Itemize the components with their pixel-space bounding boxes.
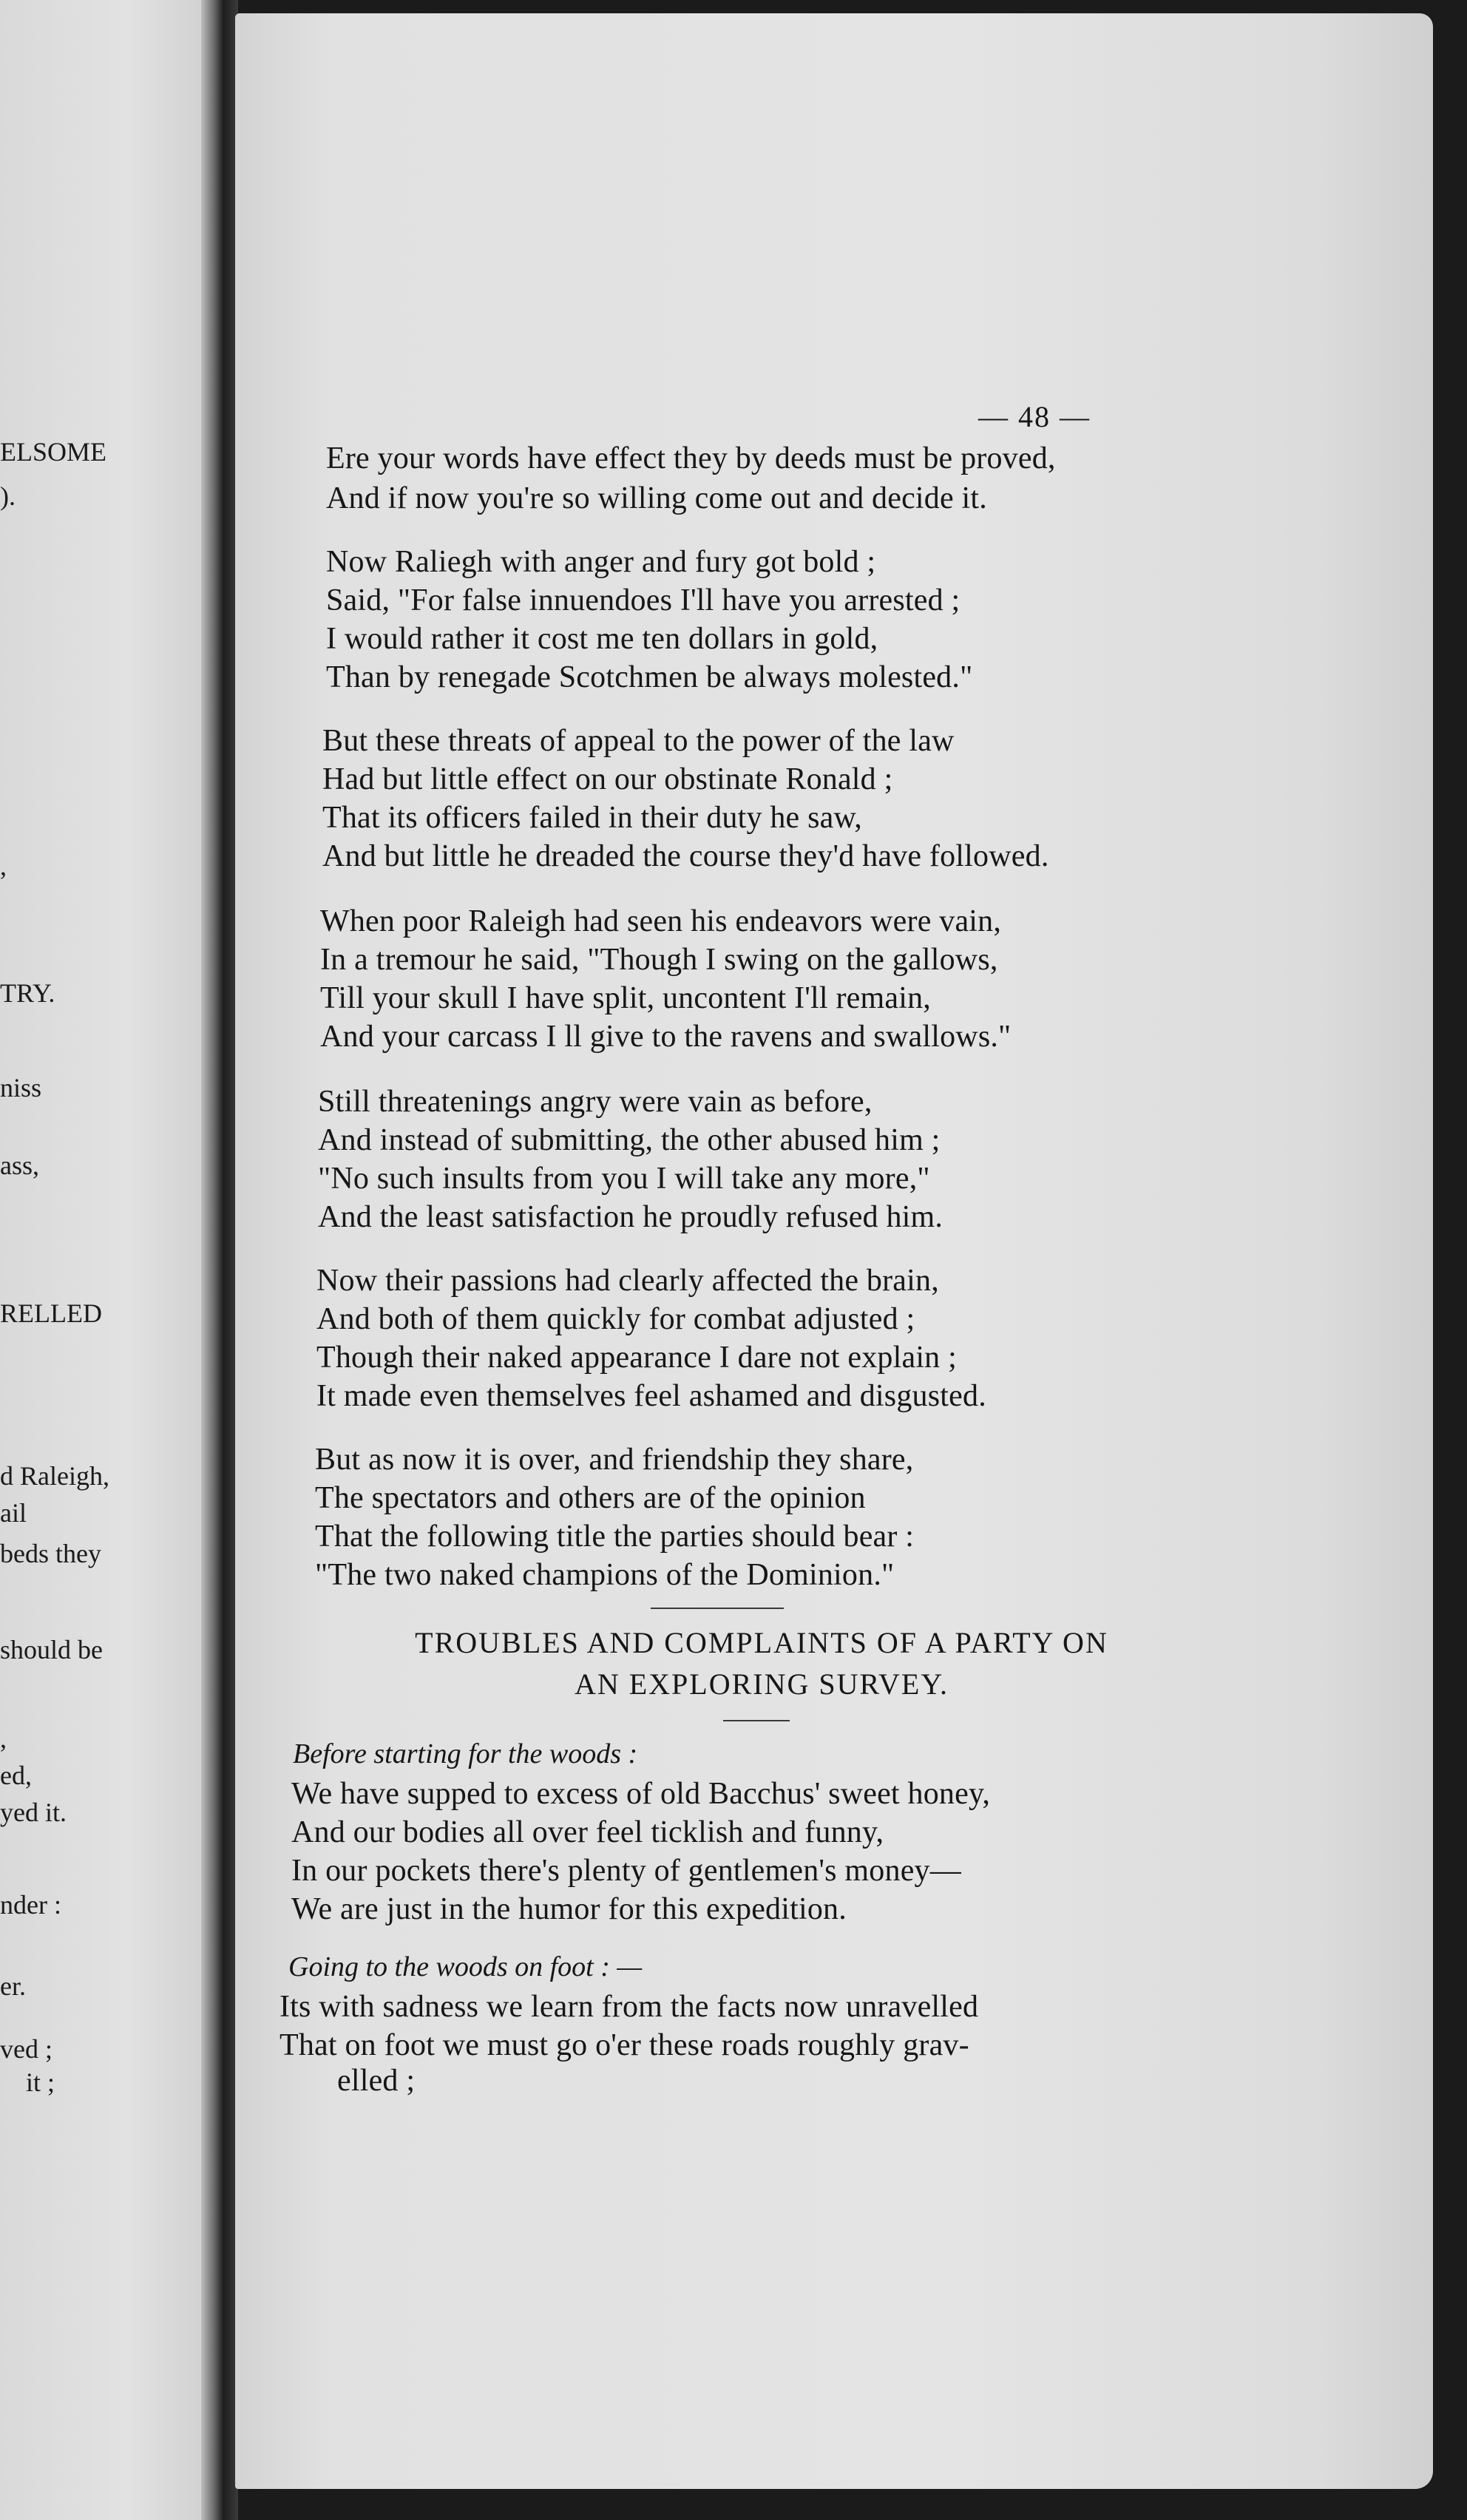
left-page-fragment: ass, (0, 1151, 39, 1180)
verse-line: We have supped to excess of old Bacchus' sweet honey, (291, 1777, 991, 1811)
verse-line: Had but little effect on our obstinate Ronald ; (322, 762, 893, 796)
left-page-fragment: yed it. (0, 1798, 67, 1827)
verse-line: Said, "For false innuendoes I'll have you arrested ; (326, 583, 961, 617)
left-page-fragment: ved ; (0, 2034, 52, 2064)
verse-line: That on foot we must go o'er these roads roughly grav- (279, 2028, 969, 2062)
section-title: TROUBLES AND COMPLAINTS OF A PARTY ON (415, 1626, 1108, 1659)
left-page-fragment: ail (0, 1498, 27, 1528)
left-page-fragment: RELLED (0, 1298, 102, 1328)
verse-line: elled ; (337, 2064, 416, 2098)
divider-rule (651, 1608, 784, 1609)
verse-line: Still threatenings angry were vain as before, (318, 1085, 873, 1119)
right-page (235, 13, 1433, 2489)
verse-line: "No such insults from you I will take any more," (318, 1162, 930, 1196)
verse-line: We are just in the humor for this expedition. (291, 1892, 847, 1926)
verse-line: In a tremour he said, "Though I swing on the gallows, (320, 943, 998, 977)
verse-line: I would rather it cost me ten dollars in gold, (326, 622, 878, 656)
page-number: — 48 — (978, 400, 1091, 433)
verse-line: Now their passions had clearly affected the brain, (316, 1264, 939, 1298)
left-page-fragment: ed, (0, 1761, 32, 1790)
left-page-fragment: , (0, 1724, 7, 1753)
verse-line: Till your skull I have split, uncontent I'll remain, (320, 981, 931, 1015)
left-page-fragment: niss (0, 1073, 42, 1102)
verse-line: The spectators and others are of the opinion (315, 1481, 866, 1515)
left-page-fragment: beds they (0, 1539, 101, 1568)
verse-line: That the following title the parties should bear : (315, 1520, 915, 1554)
left-page-fragment: it ; (26, 2067, 55, 2097)
left-page-fragment: ELSOME (0, 437, 106, 467)
verse-line: "The two naked champions of the Dominion." (315, 1558, 895, 1592)
verse-line: In our pockets there's plenty of gentlemen's money— (291, 1854, 961, 1888)
verse-line: But these threats of appeal to the power of the law (322, 724, 955, 758)
verse-line: Though their naked appearance I dare not explain ; (316, 1341, 957, 1375)
verse-line: It made even themselves feel ashamed and disgusted. (316, 1379, 986, 1413)
left-page-fragment: ). (0, 481, 16, 511)
verse-line: Than by renegade Scotchmen be always molested." (326, 660, 973, 694)
divider-rule (723, 1720, 790, 1721)
left-page (0, 0, 214, 2520)
subsection-heading: Going to the woods on foot : — (288, 1951, 643, 1982)
verse-line: And the least satisfaction he proudly refused him. (318, 1200, 943, 1234)
verse-line: But as now it is over, and friendship they share, (315, 1443, 914, 1477)
verse-line: And our bodies all over feel ticklish and funny, (291, 1815, 884, 1849)
left-page-fragment: should be (0, 1635, 103, 1664)
subsection-heading: Before starting for the woods : (293, 1738, 638, 1769)
verse-line: That its officers failed in their duty he saw, (322, 801, 862, 835)
verse-line: Now Raliegh with anger and fury got bold ; (326, 545, 876, 579)
left-page-fragment: , (0, 851, 7, 881)
verse-line: And instead of submitting, the other abused him ; (318, 1123, 941, 1157)
left-page-fragment: er. (0, 1971, 26, 2001)
left-page-fragment: nder : (0, 1890, 61, 1920)
book-gutter (201, 0, 238, 2520)
section-title: AN EXPLORING SURVEY. (574, 1667, 949, 1701)
left-page-fragment: TRY. (0, 978, 55, 1008)
verse-line: And but little he dreaded the course they'd have followed. (322, 839, 1049, 873)
verse-line: Ere your words have effect they by deeds must be proved, (326, 441, 1056, 475)
left-page-fragment: d Raleigh, (0, 1461, 109, 1491)
verse-line: And if now you're so willing come out and decide it. (326, 481, 987, 515)
verse-line: And your carcass I ll give to the ravens and swallows." (320, 1020, 1012, 1054)
verse-line: Its with sadness we learn from the facts now unravelled (279, 1990, 979, 2024)
verse-line: When poor Raleigh had seen his endeavors were vain, (320, 904, 1002, 938)
verse-line: And both of them quickly for combat adjusted ; (316, 1302, 915, 1336)
